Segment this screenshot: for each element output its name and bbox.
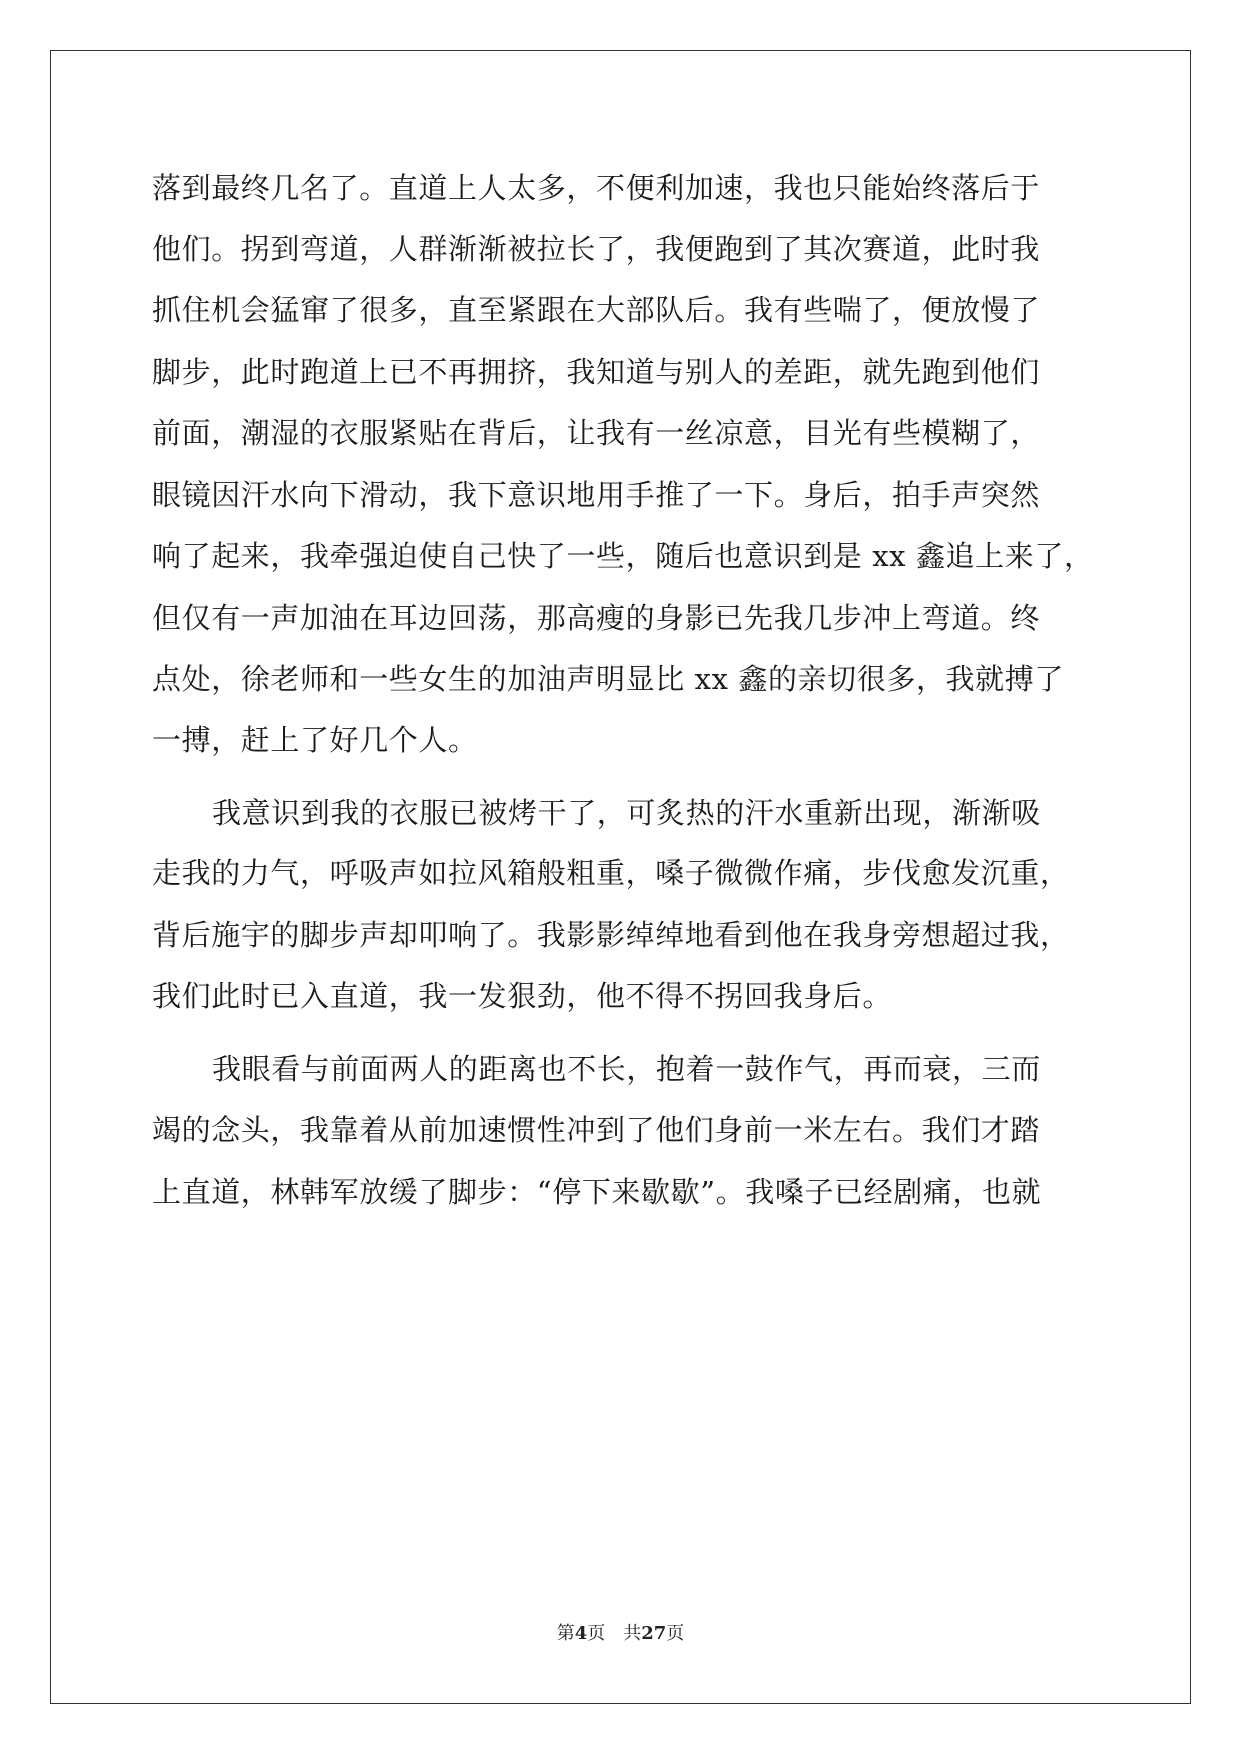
text-line: 点处，徐老师和一些女生的加油声明显比 xx 鑫的亲切很多，我就搏了 — [152, 662, 1064, 696]
page-number: 4 — [574, 1623, 588, 1644]
total-label-prefix: 共 — [623, 1623, 642, 1644]
text-line: 前面，潮湿的衣服紧贴在背后，让我有一丝凉意，目光有些模糊了， — [152, 416, 1041, 450]
page-label-prefix: 第 — [556, 1623, 575, 1644]
text-line: 抓住机会猛窜了很多，直至紧跟在大部队后。我有些喘了，便放慢了 — [152, 293, 1041, 327]
page-footer — [0, 1622, 1241, 1646]
page-label-suffix: 页 — [587, 1623, 606, 1644]
text-line: 我眼看与前面两人的距离也不长，抱着一鼓作气，再而衰，三而 — [212, 1052, 1041, 1086]
text-line: 上直道，林韩军放缓了脚步：“停下来歇歇”。我嗓子已经剧痛，也就 — [152, 1175, 1042, 1209]
text-line: 他们。拐到弯道，人群渐渐被拉长了，我便跑到了其次赛道，此时我 — [152, 232, 1041, 266]
text-line: 眼镜因汗水向下滑动，我下意识地用手推了一下。身后，拍手声突然 — [152, 478, 1041, 512]
text-line: 脚步，此时跑道上已不再拥挤，我知道与别人的差距，就先跑到他们 — [152, 355, 1041, 389]
text-line: 我们此时已入直道，我一发狠劲，他不得不拐回我身后。 — [152, 979, 893, 1013]
text-line: 响了起来，我牵强迫使自己快了一些，随后也意识到是 xx 鑫追上来了， — [152, 539, 1094, 573]
total-label-suffix: 页 — [666, 1623, 685, 1644]
text-line: 走我的力气，呼吸声如拉风箱般粗重，嗓子微微作痛，步伐愈发沉重， — [152, 856, 1070, 890]
text-line: 竭的念头，我靠着从前加速惯性冲到了他们身前一米左右。我们才踏 — [152, 1113, 1041, 1147]
text-line: 一搏，赶上了好几个人。 — [152, 723, 478, 757]
text-line: 背后施宇的脚步声却叩响了。我影影绰绰地看到他在我身旁想超过我， — [152, 918, 1070, 952]
total-pages: 27 — [641, 1623, 667, 1644]
text-line: 落到最终几名了。直道上人太多，不便利加速，我也只能始终落后于 — [152, 171, 1041, 205]
text-line: 但仅有一声加油在耳边回荡，那高瘦的身影已先我几步冲上弯道。终 — [152, 601, 1041, 635]
text-line: 我意识到我的衣服已被烤干了，可炙热的汗水重新出现，渐渐吸 — [212, 796, 1041, 830]
